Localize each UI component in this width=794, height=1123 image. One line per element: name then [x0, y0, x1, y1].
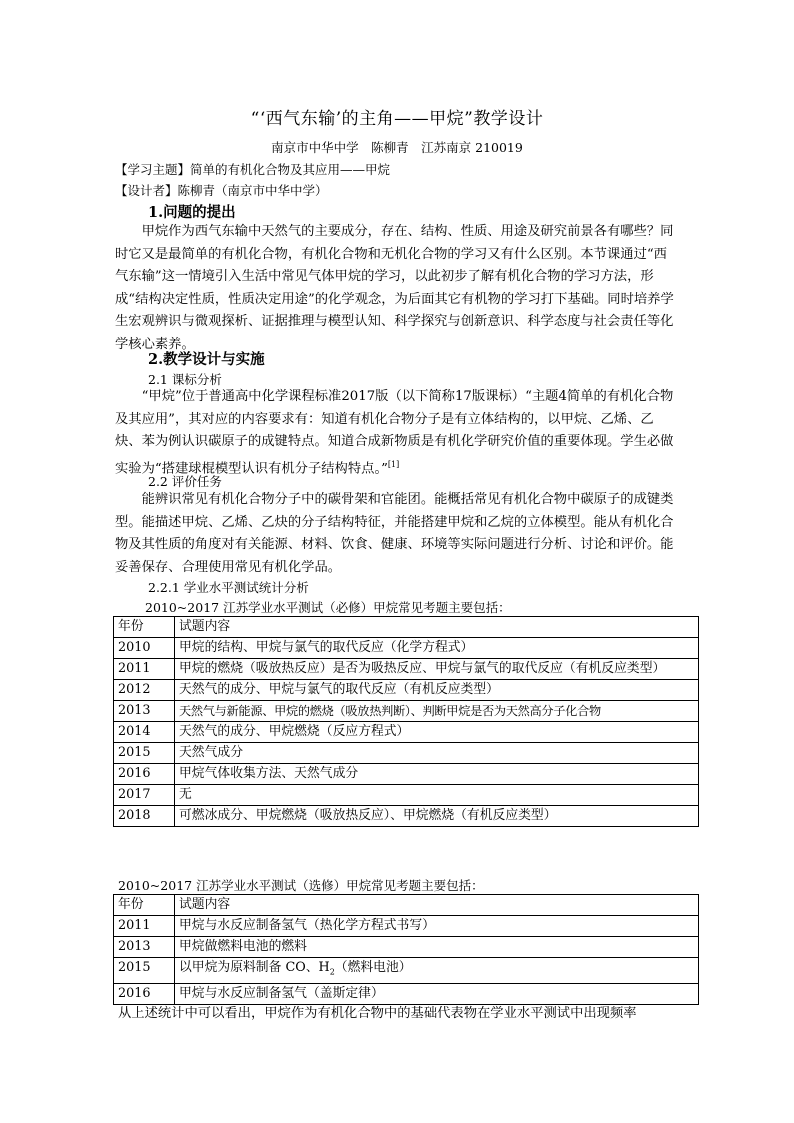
curriculum-text: “甲烷”位于普通高中化学课程标准2017版（以下简称17版课标）“主题4简单的有机化合物及其应用”，其对应的内容要求有：知道有机化合物分子是有立体结构的，以甲烷、乙烯、乙炔、苯为例认识碳原子的成键特点。知道合成新物质是有机化学研究价值的重要体现。学生必做实验为“搭建球棍模型认识有机分子结构特点。” — [115, 389, 674, 476]
table-header-row — [114, 895, 699, 916]
reference-mark: [1] — [387, 459, 400, 469]
section-heading-problem: 1.问题的提出 — [148, 204, 236, 221]
content-cell: 天然气成分 — [175, 743, 699, 764]
evaluation-paragraph: 能辨识常见有机化合物分子中的碳骨架和官能团。能概括常见有机化合物中碳原子的成键类型。能描述甲烷、乙烯、乙炔的分子结构特征，并能搭建甲烷和乙烷的立体模型。能从有机化合物及其性质的角度对有关能源、材料、饮食、健康、环境等实际问题进行分析、讨论和评价。能妥善保存、合理使用常见有机化学品。 — [115, 492, 674, 575]
table-row — [114, 785, 699, 806]
content-cell: 可燃冰成分、甲烷燃烧（吸放热反应）、甲烷燃烧（有机反应类型） — [175, 806, 699, 827]
table-row — [114, 764, 699, 785]
section-problem-paragraph: 甲烷作为西气东输中天然气的主要成分，存在、结构、性质、用途及研究前景各有哪些？同时它又是最简单的有机化合物，有机化合物和无机化合物的学习又有什么区别。本节课通过“西气东输”这一情境引入生活中常见气体甲烷的学习，以此初步了解有机化合物的学习方法，形成“结构决定性质，性质决定用途”的化学观念，为后面其它有机物的学习打下基础。同时培养学生宏观辨识与微观探析、证据推理与模型认知、科学探究与创新意识、科学态度与社会责任等化学核心素养。 — [115, 224, 674, 352]
year-cell: 2012 — [114, 680, 175, 701]
year-cell: 2011 — [114, 659, 175, 680]
year-cell: 2017 — [114, 785, 175, 806]
content-cell: 天然气与新能源、甲烷的燃烧（吸放热判断）、判断甲烷是否为天然高分子化合物 — [175, 701, 699, 722]
header-content: 试题内容 — [175, 895, 699, 916]
content-cell: 甲烷与水反应制备氢气（热化学方程式书写） — [175, 916, 699, 937]
table-row — [114, 701, 699, 722]
subsection-heading-curriculum: 2.1 课标分析 — [148, 372, 222, 387]
header-year: 年份 — [114, 895, 175, 916]
table-row — [114, 638, 699, 659]
table1-caption: 2010~2017 江苏学业水平测试（必修）甲烷常见考题主要包括： — [145, 600, 511, 615]
compulsory-exam-table — [113, 616, 699, 827]
subscript-text: 2 — [329, 967, 335, 977]
year-cell: 2013 — [114, 937, 175, 958]
content-cell: 天然气的成分、甲烷燃烧（反应方程式） — [175, 722, 699, 743]
year-cell: 2011 — [114, 916, 175, 937]
learning-topic: 【学习主题】简单的有机化合物及其应用——甲烷 — [115, 162, 391, 177]
year-cell: 2016 — [114, 764, 175, 785]
document-title: “‘西气东输’的主角——甲烷”教学设计 — [250, 109, 544, 129]
table2-caption: 2010~2017 江苏学业水平测试（选修）甲烷常见考题主要包括： — [118, 878, 484, 893]
header-year: 年份 — [114, 617, 175, 638]
content-cell: 甲烷与水反应制备氢气（盖斯定律） — [175, 983, 699, 1004]
table-row — [114, 916, 699, 937]
subsection-heading-test-stats: 2.2.1 学业水平测试统计分析 — [148, 580, 309, 595]
subsection-heading-evaluation: 2.2 评价任务 — [148, 474, 222, 489]
content-cell: 甲烷的结构、甲烷与氯气的取代反应（化学方程式） — [175, 638, 699, 659]
section-heading-design: 2.教学设计与实施 — [148, 351, 265, 368]
content-cell: 无 — [175, 785, 699, 806]
year-cell: 2015 — [114, 958, 175, 984]
year-cell: 2013 — [114, 701, 175, 722]
content-cell: 天然气的成分、甲烷与氯气的取代反应（有机反应类型） — [175, 680, 699, 701]
year-cell: 2014 — [114, 722, 175, 743]
designer-line: 【设计者】陈柳青（南京市中华中学） — [115, 183, 328, 198]
content-cell: 甲烷的燃烧（吸放热反应）是否为吸热反应、甲烷与氯气的取代反应（有机反应类型） — [175, 659, 699, 680]
header-content: 试题内容 — [175, 617, 699, 638]
table-row — [114, 958, 699, 984]
author-line: 南京市中华中学 陈柳青 江苏南京 210019 — [271, 140, 523, 155]
curriculum-paragraph — [115, 386, 675, 480]
content-text: （燃料电池） — [334, 960, 412, 975]
year-cell: 2015 — [114, 743, 175, 764]
content-cell: 甲烷气体收集方法、天然气成分 — [175, 764, 699, 785]
table-row — [114, 659, 699, 680]
content-cell — [175, 958, 699, 984]
year-cell: 2018 — [114, 806, 175, 827]
content-text: 以甲烷为原料制备 CO、H — [179, 960, 330, 975]
table-row — [114, 743, 699, 764]
elective-exam-table — [113, 894, 699, 1005]
table-header-row — [114, 617, 699, 638]
year-cell: 2016 — [114, 983, 175, 1004]
table-row — [114, 937, 699, 958]
table-row — [114, 806, 699, 827]
table-row — [114, 722, 699, 743]
content-cell: 甲烷做燃料电池的燃料 — [175, 937, 699, 958]
table-row — [114, 983, 699, 1004]
table-row — [114, 680, 699, 701]
conclusion-line: 从上述统计中可以看出，甲烷作为有机化合物中的基础代表物在学业水平测试中出现频率 — [118, 1006, 637, 1021]
year-cell: 2010 — [114, 638, 175, 659]
